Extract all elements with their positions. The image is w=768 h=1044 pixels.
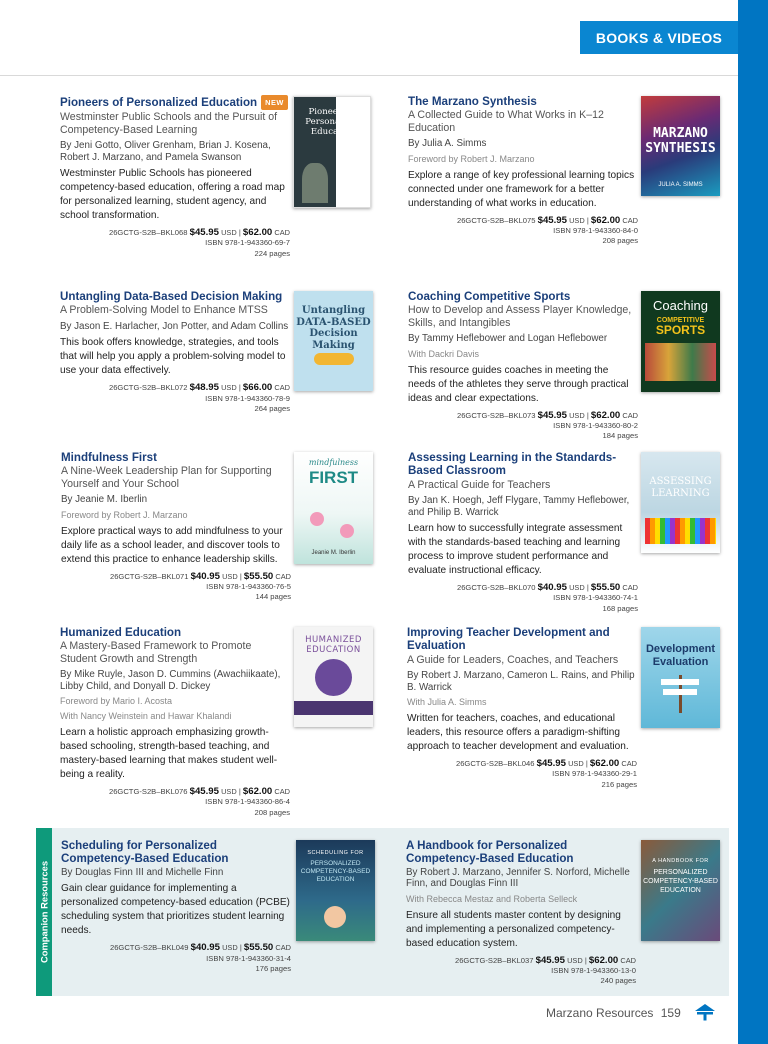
currency-cad: CAD xyxy=(274,787,290,797)
book-foreword: Foreword by Robert J. Marzano xyxy=(408,153,535,164)
book-cover-pioneers xyxy=(293,96,371,208)
price-cad: $55.50 xyxy=(243,942,274,954)
book-description: This resource guides coaches in meeting the needs of the athletes they serve through practical ideas and clear expectations. xyxy=(408,364,629,404)
book-title: The Marzano Synthesis xyxy=(408,95,537,108)
companion-resources-label: Companion Resources xyxy=(38,860,50,964)
book-subtitle: How to Develop and Assess Player Knowledge, Skills, and Intangibles xyxy=(408,304,632,329)
price-usd: $45.95 xyxy=(537,214,567,226)
book-isbn: ISBN 978-1-943360-69-7 xyxy=(205,238,290,248)
book-cover-teacher-development xyxy=(641,627,720,728)
cover-line: MARZANO xyxy=(653,126,708,141)
book-description: Westminster Public Schools has pioneered competency-based education, offering a road map for personalized learning, student agency, and school transformation. xyxy=(60,168,285,222)
book-description: Explore practical ways to add mindfulness to your daily life as a school leader, and discover tools to extend this practice to enhance leadership skills. xyxy=(61,525,283,565)
cover-line: COMPETENCY-BASED xyxy=(300,868,371,875)
book-cover-mindfulness xyxy=(294,452,373,564)
book-subtitle: A Collected Guide to What Works in K–12 Education xyxy=(408,109,604,134)
cover-line: LEARNING xyxy=(651,488,710,499)
book-isbn: ISBN 978-1-943360-29-1 xyxy=(552,769,637,779)
book-authors: By Jan K. Hoegh, Jeff Flygare, Tammy Heflebower, and Philip B. Warrick xyxy=(408,495,630,518)
book-title: Mindfulness First xyxy=(61,451,157,464)
book-cover-handbook xyxy=(641,840,720,941)
book-cover-humanized xyxy=(294,627,373,727)
book-authors: By Robert J. Marzano, Cameron L. Rains, and Philip B. Warrick xyxy=(407,670,635,693)
price-cad: $62.00 xyxy=(242,786,273,798)
cover-line: ASSESSING xyxy=(649,476,712,487)
right-edge-bar xyxy=(738,0,768,1044)
book-authors: By Jeanie M. Iberlin xyxy=(61,494,148,506)
book-description: Ensure all students master content by designing and implementing a personalized competency-based education system. xyxy=(406,909,621,949)
book-entry-pioneers xyxy=(60,95,290,259)
cover-line: FIRST xyxy=(308,468,359,487)
book-subtitle: Westminster Public Schools and the Pursuit of Competency-Based Learning xyxy=(60,111,278,136)
cover-line: COMPETENCY-BASED xyxy=(643,878,718,885)
cover-line: EDUCATION xyxy=(316,876,355,883)
book-title: Improving Teacher Development and Evaluation xyxy=(407,626,610,653)
cover-line: A HANDBOOK FOR xyxy=(652,858,709,864)
currency-usd: USD xyxy=(569,215,585,225)
currency-cad: CAD xyxy=(622,410,638,420)
cover-line: PERSONALIZED xyxy=(310,860,361,867)
book-isbn: ISBN 978-1-943360-84-0 xyxy=(553,226,638,236)
book-authors: By Jason E. Harlacher, Jon Potter, and Adam Collins xyxy=(60,320,289,332)
book-subtitle: A Problem-Solving Model to Enhance MTSS xyxy=(60,304,268,317)
new-badge: NEW xyxy=(261,95,288,110)
price-cad: $62.00 xyxy=(590,214,621,226)
book-description: Learn a holistic approach emphasizing growth-based schooling, strength-based teaching, and mastery-based learning that makes student well-being a reality. xyxy=(60,727,278,781)
book-authors: By Mike Ruyle, Jason D. Cummins (Awachiikaate), Libby Child, and Donyall D. Dickey xyxy=(60,669,281,692)
price-usd: $48.95 xyxy=(189,382,219,394)
book-code: 26GCTG-S2B–BKL037 xyxy=(454,955,534,965)
book-authors: By Robert J. Marzano, Jennifer S. Norford, Michelle Finn, and Douglas Finn III xyxy=(406,866,630,890)
page-number: 159 xyxy=(660,1006,681,1020)
publisher-name: Marzano Resources xyxy=(546,1006,654,1020)
book-authors: By Jeni Gotto, Oliver Grenham, Brian J. Kosena, Robert J. Marzano, and Pamela Swanson xyxy=(60,140,271,163)
book-title: Untangling Data-Based Decision Making xyxy=(60,290,283,303)
price-usd: $45.95 xyxy=(535,954,565,966)
book-code: 26GCTG-S2B–BKL076 xyxy=(108,787,188,797)
book-isbn: ISBN 978-1-943360-74-1 xyxy=(553,593,638,603)
book-title: Coaching Competitive Sports xyxy=(408,290,571,303)
book-entry-humanized xyxy=(60,626,290,818)
price-usd: $40.95 xyxy=(190,942,220,954)
book-price xyxy=(60,228,290,259)
cover-line: Personalized xyxy=(305,117,361,127)
book-cover-untangling xyxy=(294,291,373,391)
book-cover-assessing-learning xyxy=(641,452,720,553)
book-pages: 144 pages xyxy=(255,592,291,602)
page-footer xyxy=(546,1006,681,1020)
book-price xyxy=(408,216,638,247)
price-cad: $66.00 xyxy=(242,382,273,394)
cover-line: SCHEDULING FOR xyxy=(307,850,364,856)
book-price xyxy=(60,383,290,414)
book-description: This book offers knowledge, strategies, and tools that will help you apply a problem-solving model to use your data effectively. xyxy=(60,337,286,377)
cover-line: Coaching xyxy=(653,298,708,313)
book-code: 26GCTG-S2B–BKL068 xyxy=(108,228,188,238)
currency-cad: CAD xyxy=(622,583,638,593)
book-isbn: ISBN 978-1-943360-86-4 xyxy=(205,797,290,807)
book-pages: 264 pages xyxy=(254,404,290,414)
price-usd: $45.95 xyxy=(189,227,219,239)
book-subtitle: A Mastery-Based Framework to Promote Student Growth and Strength xyxy=(60,640,252,665)
currency-usd: USD xyxy=(221,228,237,238)
cover-line: EDUCATION xyxy=(306,645,361,655)
book-isbn: ISBN 978-1-943360-31-4 xyxy=(206,953,291,963)
book-title: Scheduling for Personalized Competency-Based Education xyxy=(61,839,229,866)
book-code: 26GCTG-S2B–BKL046 xyxy=(455,759,535,769)
book-foreword: With Dackri Davis xyxy=(408,348,480,359)
book-pages: 168 pages xyxy=(602,603,638,613)
price-separator: | xyxy=(584,955,587,965)
price-separator: | xyxy=(586,410,589,420)
cover-line: HUMANIZED xyxy=(305,635,362,645)
book-price xyxy=(408,411,638,442)
book-entry-teacher-development xyxy=(407,626,637,790)
book-entry-scheduling xyxy=(61,839,291,974)
book-entry-assessing-learning xyxy=(408,451,638,614)
book-pages: 184 pages xyxy=(602,431,638,441)
book-foreword: Foreword by Mario I. Acosta xyxy=(60,696,173,707)
price-cad: $62.00 xyxy=(242,227,273,239)
currency-cad: CAD xyxy=(275,943,291,953)
currency-usd: USD xyxy=(222,943,238,953)
book-isbn: ISBN 978-1-943360-80-2 xyxy=(553,421,638,431)
book-price xyxy=(61,943,291,974)
book-cover-scheduling xyxy=(296,840,375,941)
book-pages: 216 pages xyxy=(601,779,637,789)
book-isbn: ISBN 978-1-943360-13-0 xyxy=(551,966,636,976)
currency-usd: USD xyxy=(567,955,583,965)
cover-line: SYNTHESIS xyxy=(645,141,716,156)
currency-usd: USD xyxy=(568,759,584,769)
book-foreword: With Rebecca Mestaz and Roberta Selleck xyxy=(406,893,578,904)
book-authors: By Julia A. Simms xyxy=(408,138,487,150)
cover-line: PERSONALIZED xyxy=(653,869,708,876)
book-pages: 224 pages xyxy=(254,248,290,258)
book-code: 26GCTG-S2B–BKL071 xyxy=(109,571,189,581)
price-cad: $55.50 xyxy=(243,570,274,582)
book-entry-untangling xyxy=(60,290,290,414)
price-separator: | xyxy=(585,759,588,769)
cover-line: COMPETITIVE xyxy=(656,317,705,324)
book-title: A Handbook for Personalized Competency-Based Education xyxy=(406,839,574,866)
book-authors: By Douglas Finn III and Michelle Finn xyxy=(61,866,224,878)
section-tab: BOOKS & VIDEOS xyxy=(580,21,738,54)
currency-usd: USD xyxy=(222,571,238,581)
book-price xyxy=(60,787,290,818)
cover-line: Development xyxy=(645,643,716,655)
book-isbn: ISBN 978-1-943360-78-9 xyxy=(205,393,290,403)
book-description: Learn how to successfully integrate assessment with the standards-based teaching and learning process to improve student performance and evaluate instructional efficacy. xyxy=(408,523,623,577)
book-cover-marzano-synthesis xyxy=(641,96,720,196)
book-pages: 208 pages xyxy=(602,236,638,246)
cover-line: DATA-BASED xyxy=(296,316,371,328)
book-description: Written for teachers, coaches, and educational leaders, this resource offers a paradigm-shifting approach to teacher development and evaluation. xyxy=(407,713,629,753)
currency-cad: CAD xyxy=(274,383,290,393)
cover-line: Decision Making xyxy=(309,328,358,351)
price-cad: $62.00 xyxy=(589,758,620,770)
book-price xyxy=(408,583,638,614)
currency-cad: CAD xyxy=(275,571,291,581)
book-entry-mindfulness xyxy=(61,451,291,603)
book-title: Humanized Education xyxy=(60,626,182,639)
book-cover-coaching xyxy=(641,291,720,392)
price-usd: $40.95 xyxy=(190,570,220,582)
cover-line: EDUCATION xyxy=(660,887,701,894)
book-foreword: With Julia A. Simms xyxy=(407,697,487,708)
book-price xyxy=(407,759,637,790)
book-code: 26GCTG-S2B–BKL075 xyxy=(456,215,536,225)
header-divider xyxy=(0,75,738,76)
book-code: 26GCTG-S2B–BKL072 xyxy=(108,383,188,393)
price-separator: | xyxy=(586,583,589,593)
price-separator: | xyxy=(238,787,241,797)
price-separator: | xyxy=(239,943,242,953)
price-separator: | xyxy=(238,228,241,238)
currency-cad: CAD xyxy=(622,215,638,225)
price-separator: | xyxy=(238,383,241,393)
cover-line: Evaluation xyxy=(652,656,709,668)
book-description: Gain clear guidance for implementing a personalized competency-based education (PCBE) scheduling system that prioritizes student learning needs. xyxy=(61,883,290,937)
currency-usd: USD xyxy=(569,410,585,420)
price-cad: $55.50 xyxy=(590,582,621,594)
currency-cad: CAD xyxy=(274,228,290,238)
book-code: 26GCTG-S2B–BKL073 xyxy=(456,410,536,420)
price-separator: | xyxy=(586,215,589,225)
book-pages: 240 pages xyxy=(600,976,636,986)
currency-cad: CAD xyxy=(620,955,636,965)
cover-line: JULIA A. SIMMS xyxy=(658,182,703,188)
book-subtitle: A Nine-Week Leadership Plan for Supporting Yourself and Your School xyxy=(61,465,272,490)
marzano-logo-icon xyxy=(694,1003,716,1026)
book-price xyxy=(61,572,291,603)
book-subtitle: A Practical Guide for Teachers xyxy=(408,478,551,491)
book-subtitle: A Guide for Leaders, Coaches, and Teachers xyxy=(407,653,619,666)
cover-line: mindfulness xyxy=(308,458,359,467)
book-title: Pioneers of Personalized Education xyxy=(60,96,258,109)
price-usd: $45.95 xyxy=(189,786,219,798)
currency-usd: USD xyxy=(221,383,237,393)
book-contributors: With Nancy Weinstein and Hawar Khalandi xyxy=(60,711,232,722)
price-cad: $62.00 xyxy=(590,409,621,421)
book-code: 26GCTG-S2B–BKL049 xyxy=(109,943,189,953)
cover-line: Pioneers of xyxy=(308,107,358,117)
book-pages: 208 pages xyxy=(254,807,290,817)
price-cad: $62.00 xyxy=(588,954,619,966)
book-pages: 176 pages xyxy=(255,964,291,974)
book-code: 26GCTG-S2B–BKL070 xyxy=(456,583,536,593)
cover-line: Jeanie M. Iberlin xyxy=(311,550,356,556)
cover-line: Untangling xyxy=(301,305,366,316)
price-separator: | xyxy=(239,571,242,581)
cover-line: Education xyxy=(310,127,356,137)
price-usd: $45.95 xyxy=(536,758,566,770)
book-entry-marzano-synthesis xyxy=(408,95,638,247)
price-usd: $40.95 xyxy=(537,582,567,594)
price-usd: $45.95 xyxy=(537,409,567,421)
book-authors: By Tammy Heflebower and Logan Heflebower xyxy=(408,333,608,345)
book-entry-coaching xyxy=(408,290,638,442)
book-foreword: Foreword by Robert J. Marzano xyxy=(61,509,188,520)
book-description: Explore a range of key professional learning topics connected under one framework for a better understanding of what works in education. xyxy=(408,169,635,209)
book-entry-handbook xyxy=(406,839,636,987)
currency-usd: USD xyxy=(221,787,237,797)
currency-usd: USD xyxy=(569,583,585,593)
book-title: Assessing Learning in the Standards-Based Classroom xyxy=(408,451,617,478)
cover-line: SPORTS xyxy=(655,323,706,337)
book-price xyxy=(406,956,636,987)
book-isbn: ISBN 978-1-943360-76-5 xyxy=(206,582,291,592)
currency-cad: CAD xyxy=(621,759,637,769)
